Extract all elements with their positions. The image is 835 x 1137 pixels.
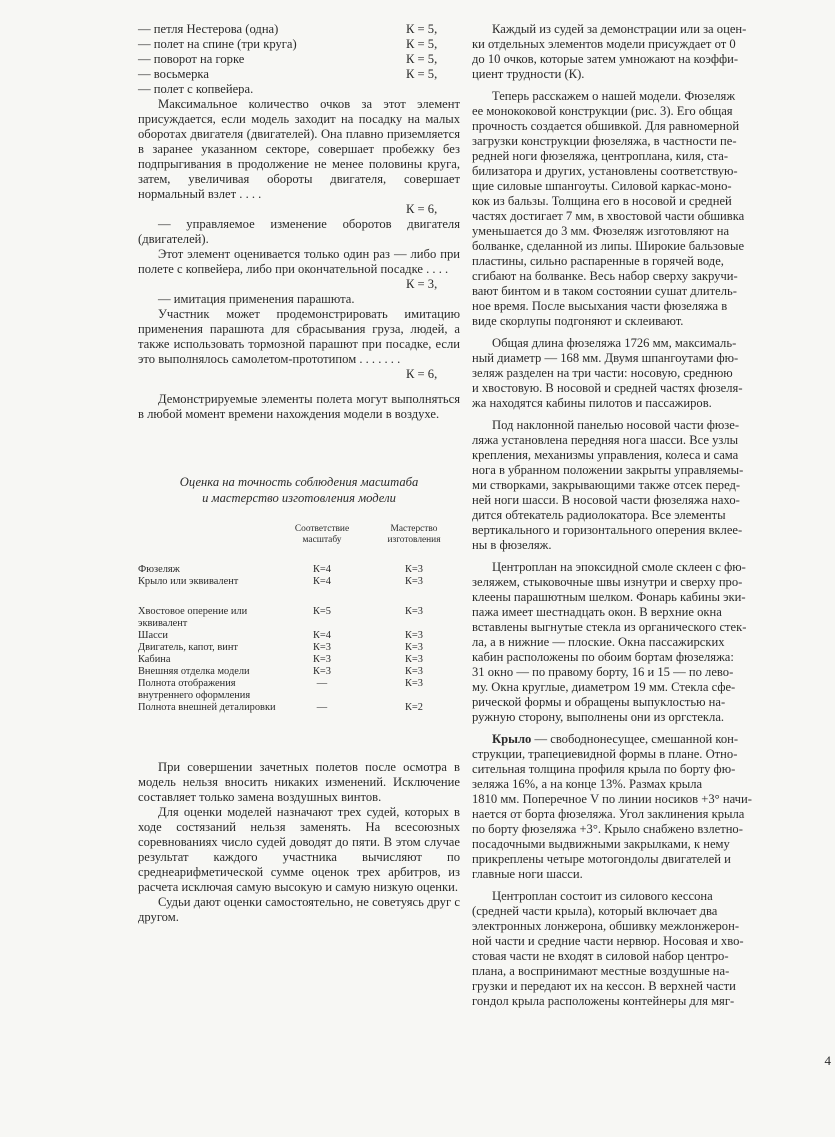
left-column	[138, 22, 460, 925]
text-line: пластины, сильно распаренные в горячей воде,	[472, 254, 724, 268]
list-item	[138, 22, 460, 37]
coefficient: К = 5,	[406, 52, 438, 66]
right-column	[472, 22, 835, 1016]
coefficient: К = 6,	[406, 367, 438, 381]
column-header: Соответствие масштабу	[294, 524, 350, 545]
heading-line: Оценка на точность соблюдения масштаба	[179, 475, 419, 489]
text-line: ней ноги шасси. В носовой части фюзеляжа нахо-	[472, 493, 740, 507]
text-line: грузки и передают их на кессон. В верхней части	[472, 979, 736, 993]
text-line: посадочными выдвижными закрылками, к нему	[472, 837, 730, 851]
text-line: вают бинтом и в таком состоянии сушат длитель-	[472, 284, 737, 298]
text-line: сгибают на болванке. Весь набор сверху закручи-	[472, 269, 738, 283]
text-line: зеляжа 16%, а на конце 13%. Размах крыла	[472, 777, 703, 791]
page-number: 4	[824, 1053, 831, 1068]
text-line: Каждый из судей за демонстрации или за оцен-	[492, 22, 747, 36]
text-line: циент трудности (К).	[472, 67, 585, 81]
text-line: нается от борта фюзеляжа. Угол заклинения крыла	[472, 807, 745, 821]
text-line: ное время. После высыхания части фюзеляжа в	[472, 299, 728, 313]
text-line: му. Окна круглые, диаметром 19 мм. Стекла сфе-	[472, 680, 736, 694]
text-line: кабин расположены по обоим бортам фюзеляжа:	[472, 650, 734, 664]
paragraph	[472, 336, 835, 411]
table-row: Кабина К=3 К=3	[138, 654, 423, 665]
text-line: нога в убранном положении закрыты управляемы-	[472, 463, 744, 477]
coefficient: К = 5,	[406, 67, 438, 81]
coefficient-line	[138, 202, 460, 217]
figure-text: — петля Нестерова (одна)	[138, 22, 279, 36]
table-row: Полнота отображения внутреннего оформления — К=3	[138, 678, 423, 701]
paragraph-rpm-change: — управляемое изменение оборотов двигателя (двигателей).	[138, 217, 460, 246]
paragraph-single-rating: Этот элемент оценивается только один раз — либо при полете с копвейера, либо при окончательной посадке . . . .	[138, 247, 460, 276]
table-row: Полнота внешней деталировки — К=2	[138, 702, 423, 713]
text-line: стовая части не входят в силовой набор центро-	[472, 949, 729, 963]
text-line: ки отдельных элементов модели присуждает от 0	[472, 37, 736, 51]
paragraph-parachute: — имитация применения парашюта.	[158, 292, 355, 306]
list-item	[138, 82, 460, 97]
text-line: ее монококовой конструкции (рис. 3). Его общая	[472, 104, 733, 118]
text-line: вставлены выгнутые стекла из органического стек-	[472, 620, 747, 634]
coefficient: К = 5,	[406, 22, 438, 36]
text-line: кок из бальзы. Толщина его в носовой и средней	[472, 194, 732, 208]
paragraph-landing: Максимальное количество очков за этот элемент присуждается, если модель заходит на посадку на малых оборотах двигателя (двигателей). Она плавно приземляется в заранее указанном секторе, совершает пробежку без подпрыгивания в продолжение не менее половины круга, затем, увеличивая обороты двигателя, совершает нормальный взлет . . . .	[138, 97, 460, 201]
text-line: Центроплан на эпоксидной смоле склеен с фю-	[492, 560, 746, 574]
text-line: гондол крыла расположены контейнеры для мяг-	[472, 994, 735, 1008]
text-line: вертикального и горизонтального оперения вклее-	[472, 523, 743, 537]
paragraph	[472, 418, 835, 553]
section-heading	[138, 474, 460, 506]
paragraph-demonstration: Демонстрируемые элементы полета могут выполняться в любой момент времени нахождения модели в воздухе.	[138, 392, 460, 421]
table-row: Шасси К=4 К=3	[138, 630, 423, 641]
list-item	[138, 52, 460, 67]
table-row: Двигатель, капот, винт К=3 К=3	[138, 642, 423, 653]
list-item	[138, 67, 460, 82]
paragraph-no-changes: При совершении зачетных полетов после осмотра в модель нельзя вносить никаких изменений. Исключение составляет только замена воздушных винтов.	[138, 760, 460, 804]
heading-line: и мастерство изготовления модели	[202, 491, 396, 505]
paragraph-parachute-detail: Участник может продемонстрировать имитацию применения парашюта для сбрасывания груза, людей, а также использовать тормозной парашют при посадке, если это выполнялось самолетом-прототипом . . . . . . .	[138, 307, 460, 366]
paragraph	[472, 560, 835, 725]
text-line: рической формы и обращены выпуклостью на-	[472, 695, 726, 709]
text-line: ми створками, закрывающими также отсек перед-	[472, 478, 741, 492]
text-line: виде скорлупы подгоняют и склеивают.	[472, 314, 684, 328]
text-line: ляжа установлена передняя нога шасси. Все узлы	[472, 433, 739, 447]
text-line: Крыло — свободнонесущее, смешанной кон-	[492, 732, 739, 746]
figure-list	[138, 22, 460, 97]
paragraph	[472, 89, 835, 329]
coefficient-line	[138, 277, 460, 292]
bold-term: Крыло	[492, 732, 532, 746]
text-line: зеляж разделен на три части: носовую, среднюю	[472, 366, 733, 380]
text-line: по борту фюзеляжа +3°. Крыло снабжено взлетно-	[472, 822, 743, 836]
column-header: Мастерство изготовления	[387, 524, 441, 545]
text-line: ружную сторону, выполнены они из оргстекла.	[472, 710, 725, 724]
paragraph	[472, 22, 835, 82]
text-line: главные ноги шасси.	[472, 867, 583, 881]
text-line: 31 окно — по правому борту, 16 и 15 — по лево-	[472, 665, 734, 679]
text-line: прикреплены четыре мотогондолы двигателей и	[472, 852, 731, 866]
text-line: болванке, сделанной из липы. Широкие бальзовые	[472, 239, 745, 253]
coefficient: К = 3,	[406, 277, 438, 291]
text-line: (средней части крыла), который включает два	[472, 904, 718, 918]
text-line: редней ноги фюзеляжа, центроплана, киля, ста-	[472, 149, 729, 163]
text-line: зеляжем, стыковочные швы изнутри и сверху про-	[472, 575, 743, 589]
text-line: сительная толщина профиля крыла по борту фю-	[472, 762, 736, 776]
table-row: Фюзеляж К=4 К=3	[138, 564, 423, 575]
table-row: Внешняя отделка модели К=3 К=3	[138, 666, 423, 677]
text-line: крепления, механизмы управления, колеса и сама	[472, 448, 739, 462]
figure-text: — полет с копвейера.	[138, 82, 254, 96]
text-line: Под наклонной панелью носовой части фюзе-	[492, 418, 740, 432]
text-line: Центроплан состоит из силового кессона	[492, 889, 713, 903]
coefficient: К = 6,	[406, 202, 438, 216]
paragraph	[472, 889, 835, 1009]
text-line: билизатора и других, установлены соответствую-	[472, 164, 738, 178]
text-line: ны в фюзеляж.	[472, 538, 552, 552]
text-line: дится обтекатель радиолокатора. Все элементы	[472, 508, 726, 522]
coefficient: К = 5,	[406, 37, 438, 51]
text-line: пажа имеет шестнадцать окон. В верхние окна	[472, 605, 722, 619]
list-item	[138, 37, 460, 52]
text-line: плана, а воспринимают местные воздушные на-	[472, 964, 730, 978]
text-line: клеены парашютным шелком. Фонарь кабины эки-	[472, 590, 746, 604]
text-line: Теперь расскажем о нашей модели. Фюзеляж	[492, 89, 736, 103]
text-line: уменьшается до 3 мм. Фюзеляж изготовляют на	[472, 224, 730, 238]
text-line: струкции, трапециевидной формы в плане. Отно-	[472, 747, 738, 761]
text-line: и хвостовую. В носовой и средней частях фюзеля-	[472, 381, 743, 395]
figure-text: — поворот на горке	[138, 52, 245, 66]
text-line: до 10 очков, которые затем умножают на коэффи-	[472, 52, 739, 66]
text-line: 1810 мм. Поперечное V по линии носиков +3° начи-	[472, 792, 752, 806]
text-line: щие силовые шпангоуты. Силовой каркас-моно-	[472, 179, 732, 193]
text-line: жа находятся кабины пилотов и пассажиров.	[472, 396, 712, 410]
text-line: частях достигает 7 мм, в хвостовой части обшивка	[472, 209, 745, 223]
figure-text: — восьмерка	[138, 67, 209, 81]
paragraph-judges: Для оценки моделей назначают трех судей, которых в ходе состязаний нельзя заменять. На всесоюзных соревнованиях число судей доводят до пяти. В этом случае результат каждого участника вычисляют по среднеарифметической сумме оценок трех арбитров, из расчета исключая самую высокую и самую низкую оценки.	[138, 805, 460, 894]
text-line: электронных лонжерона, обшивку межлонжерон-	[472, 919, 740, 933]
paragraph-independent: Судьи дают оценки самостоятельно, не советуясь друг с другом.	[138, 895, 460, 924]
text-line: прочность создается обшивкой. Для равномерной	[472, 119, 740, 133]
table-row: Хвостовое оперение или эквивалент К=5 К=3	[138, 606, 423, 629]
table-header-row	[138, 524, 460, 564]
coefficient-line	[138, 367, 460, 382]
scoring-table	[138, 524, 460, 714]
text-line: Общая длина фюзеляжа 1726 мм, максималь-	[492, 336, 737, 350]
text-line: ла, а в нижние — плоские. Окна пассажирских	[472, 635, 725, 649]
table-row: Крыло или эквивалент К=4 К=3	[138, 576, 423, 587]
text-line: загрузки конструкции фюзеляжа, в частности пе-	[472, 134, 737, 148]
text-line: ный диаметр — 168 мм. Двумя шпангоутами фю-	[472, 351, 739, 365]
paragraph	[472, 732, 835, 882]
figure-text: — полет на спине (три круга)	[138, 37, 297, 51]
text-line: ной части и средние части нервюр. Носовая и хво-	[472, 934, 744, 948]
